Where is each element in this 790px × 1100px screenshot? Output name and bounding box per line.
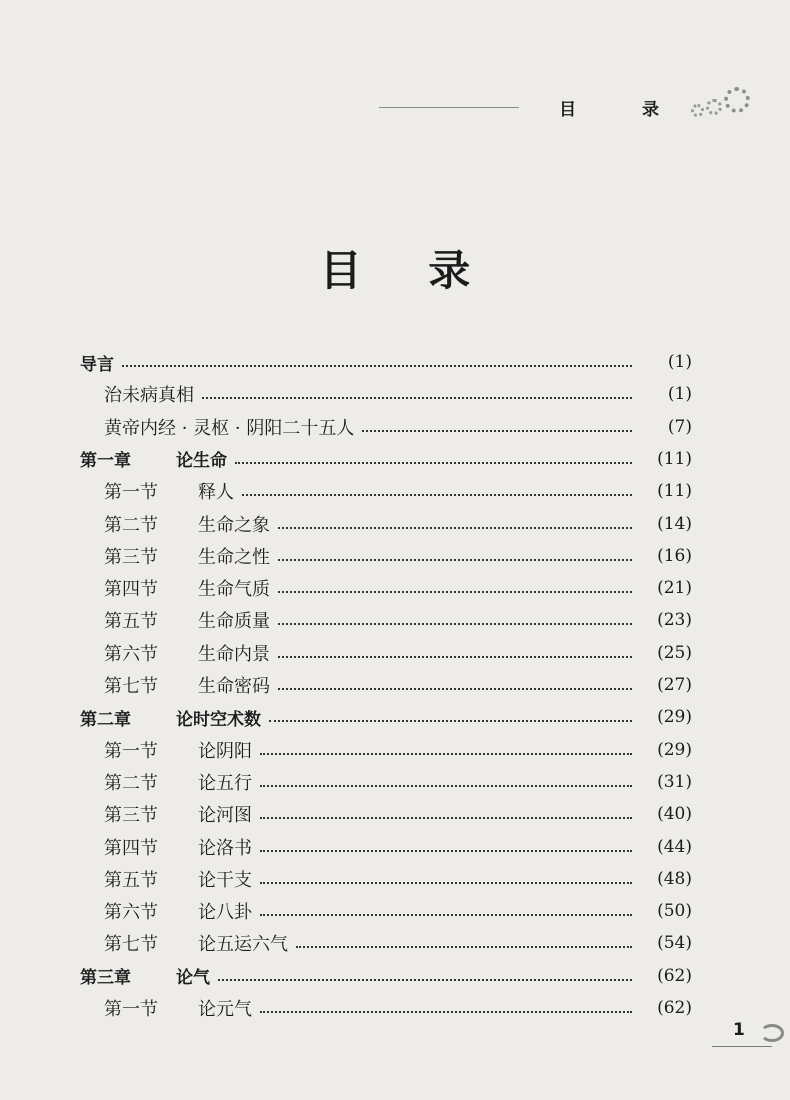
toc-entry-number: 第六节 — [104, 902, 158, 924]
toc-chapter-entry — [80, 703, 692, 731]
toc-page-number: (14) — [657, 513, 692, 534]
toc-entry-title: 论元气 — [198, 999, 252, 1020]
toc-entry-title: 生命之性 — [198, 546, 270, 568]
toc-entry-number: 第一节 — [104, 999, 158, 1020]
dot-leader — [260, 817, 632, 819]
page-title: 目 录 — [319, 246, 497, 295]
flower-icon — [691, 104, 704, 117]
toc-section-entry — [104, 380, 692, 408]
toc-chapter-entry — [80, 445, 692, 473]
toc-entry-label — [104, 640, 270, 666]
toc-entry-number: 第七节 — [104, 676, 158, 697]
flower-ornament-icon — [691, 98, 750, 117]
toc-entry-title: 论五行 — [198, 772, 252, 794]
toc-entry-title: 论洛书 — [198, 837, 252, 859]
toc-entry-title: 论时空术数 — [176, 709, 261, 730]
dot-leader — [278, 591, 632, 593]
toc-page-number: (27) — [657, 675, 692, 695]
dot-leader — [260, 850, 632, 852]
dot-leader — [122, 365, 632, 367]
toc-section-entry — [104, 639, 692, 667]
flower-icon — [724, 87, 750, 113]
toc-section-entry — [104, 736, 692, 764]
toc-entry-label — [104, 737, 252, 763]
toc-entry-number: 第一节 — [104, 740, 158, 762]
toc-section-entry — [104, 510, 692, 538]
toc-entry-title: 论阴阳 — [198, 740, 252, 762]
toc-entry-label — [104, 995, 252, 1021]
toc-entry-title: 论五运六气 — [198, 934, 288, 956]
toc-entry-label — [104, 672, 270, 698]
toc-section-entry — [104, 477, 692, 505]
toc-page-number: (23) — [657, 610, 692, 631]
toc-section-entry — [104, 606, 692, 634]
dot-leader — [260, 1011, 632, 1013]
toc-section-entry — [104, 768, 692, 796]
toc-entry-number: 第二节 — [104, 772, 158, 794]
toc-section-entry — [104, 833, 692, 861]
dot-leader — [218, 979, 632, 981]
running-header — [379, 92, 750, 122]
toc-entry-label — [80, 705, 261, 730]
toc-entry-label — [104, 769, 252, 795]
toc-entry-label — [80, 350, 114, 375]
toc-entry-title: 论气 — [176, 968, 210, 989]
toc-chapter-entry — [80, 962, 692, 990]
toc-page-number: (50) — [657, 901, 692, 922]
toc-entry-number: 第二章 — [80, 709, 131, 730]
toc-entry-number: 第三节 — [104, 546, 158, 568]
dot-leader — [260, 753, 632, 755]
footer-rule — [712, 1046, 772, 1047]
toc-entry-title: 生命气质 — [198, 579, 270, 601]
toc-entry-number: 第五节 — [104, 611, 158, 633]
toc-entry-label — [104, 898, 252, 924]
toc-entry-title: 生命之象 — [198, 514, 270, 536]
page-number: 1 — [733, 1020, 745, 1040]
toc-entry-title: 论河图 — [198, 805, 252, 827]
toc-entry-label — [104, 930, 288, 956]
toc-entry-title: 黄帝内经 · 灵枢 · 阴阳二十五人 — [104, 417, 355, 439]
toc-page-number: (31) — [657, 771, 692, 792]
toc-entry-title: 治未病真相 — [104, 385, 194, 407]
dot-leader — [260, 785, 632, 787]
toc-entry-label — [104, 866, 252, 892]
toc-entry-number: 第五节 — [104, 869, 158, 891]
toc-page-number: (11) — [657, 448, 692, 469]
toc-entry-number: 第三节 — [104, 805, 158, 827]
toc-entry-number: 第二节 — [104, 514, 158, 536]
toc-entry-title: 生命密码 — [198, 676, 270, 697]
toc-page-number: (21) — [657, 578, 692, 599]
toc-entry-label — [104, 607, 270, 633]
toc-entry-label — [104, 511, 270, 537]
toc-page-number: (48) — [657, 868, 692, 889]
toc-section-entry — [104, 994, 692, 1022]
dot-leader — [242, 494, 632, 496]
dot-leader — [260, 914, 632, 916]
toc-entry-label — [104, 543, 270, 569]
toc-page-number: (62) — [657, 965, 692, 986]
toc-page-number: (7) — [667, 416, 692, 437]
toc-page-number: (29) — [657, 739, 692, 760]
dot-leader — [362, 430, 632, 432]
toc-entry-label — [80, 963, 210, 988]
toc-entry-label — [104, 478, 234, 504]
toc-entry-number: 第六节 — [104, 643, 158, 665]
dot-leader — [260, 882, 632, 884]
dot-leader — [269, 720, 632, 722]
toc-section-entry — [104, 574, 692, 602]
toc-entry-label — [104, 381, 194, 407]
dot-leader — [202, 397, 632, 399]
toc-entry-label — [104, 414, 354, 440]
toc-chapter-entry — [80, 348, 692, 376]
toc-entry-title: 论干支 — [198, 869, 252, 891]
toc-entry-label — [104, 575, 270, 601]
toc-entry-title: 论八卦 — [198, 902, 252, 924]
toc-entry-number: 第四节 — [104, 579, 158, 601]
toc-section-entry — [104, 897, 692, 925]
dot-leader — [278, 559, 632, 561]
toc-entry-number: 第三章 — [80, 968, 131, 989]
toc-page-number: (40) — [657, 804, 692, 825]
toc-entry-label — [104, 834, 252, 860]
toc-entry-title: 释人 — [198, 482, 234, 504]
toc-entry-number: 第一章 — [80, 451, 131, 472]
toc-entry-label — [80, 446, 227, 471]
dot-leader — [278, 527, 632, 529]
toc-section-entry — [104, 542, 692, 570]
dot-leader — [278, 656, 632, 658]
toc-page-number: (62) — [657, 998, 692, 1018]
toc-page-number: (25) — [657, 642, 692, 663]
toc-entry-title: 导言 — [80, 354, 114, 375]
toc-page-number: (16) — [657, 545, 692, 566]
dot-leader — [235, 462, 632, 464]
toc-entry-number: 第一节 — [104, 482, 158, 504]
running-header-label: 目 录 — [559, 99, 689, 120]
toc-page-number: (1) — [667, 384, 692, 405]
toc-section-entry — [104, 671, 692, 699]
dot-leader — [278, 623, 632, 625]
toc-entry-number: 第七节 — [104, 934, 158, 956]
toc-section-entry — [104, 800, 692, 828]
toc-entry-title: 论生命 — [176, 451, 227, 472]
header-rule — [379, 107, 519, 108]
toc-entry-label — [104, 801, 252, 827]
toc-page-number: (54) — [657, 933, 692, 954]
flower-icon — [706, 99, 722, 115]
toc-entry-title: 生命内景 — [198, 643, 270, 665]
dot-leader — [278, 688, 632, 690]
toc-section-entry — [104, 413, 692, 441]
toc-entry-title: 生命质量 — [198, 611, 270, 633]
toc-page-number: (29) — [657, 707, 692, 728]
toc-page-number: (1) — [667, 352, 692, 372]
dot-leader — [296, 946, 632, 948]
toc-section-entry — [104, 865, 692, 893]
swirl-ornament-icon — [760, 1024, 784, 1042]
toc-page-number: (44) — [657, 836, 692, 857]
toc-section-entry — [104, 929, 692, 957]
toc-entry-number: 第四节 — [104, 837, 158, 859]
toc-page-number: (11) — [657, 481, 692, 502]
